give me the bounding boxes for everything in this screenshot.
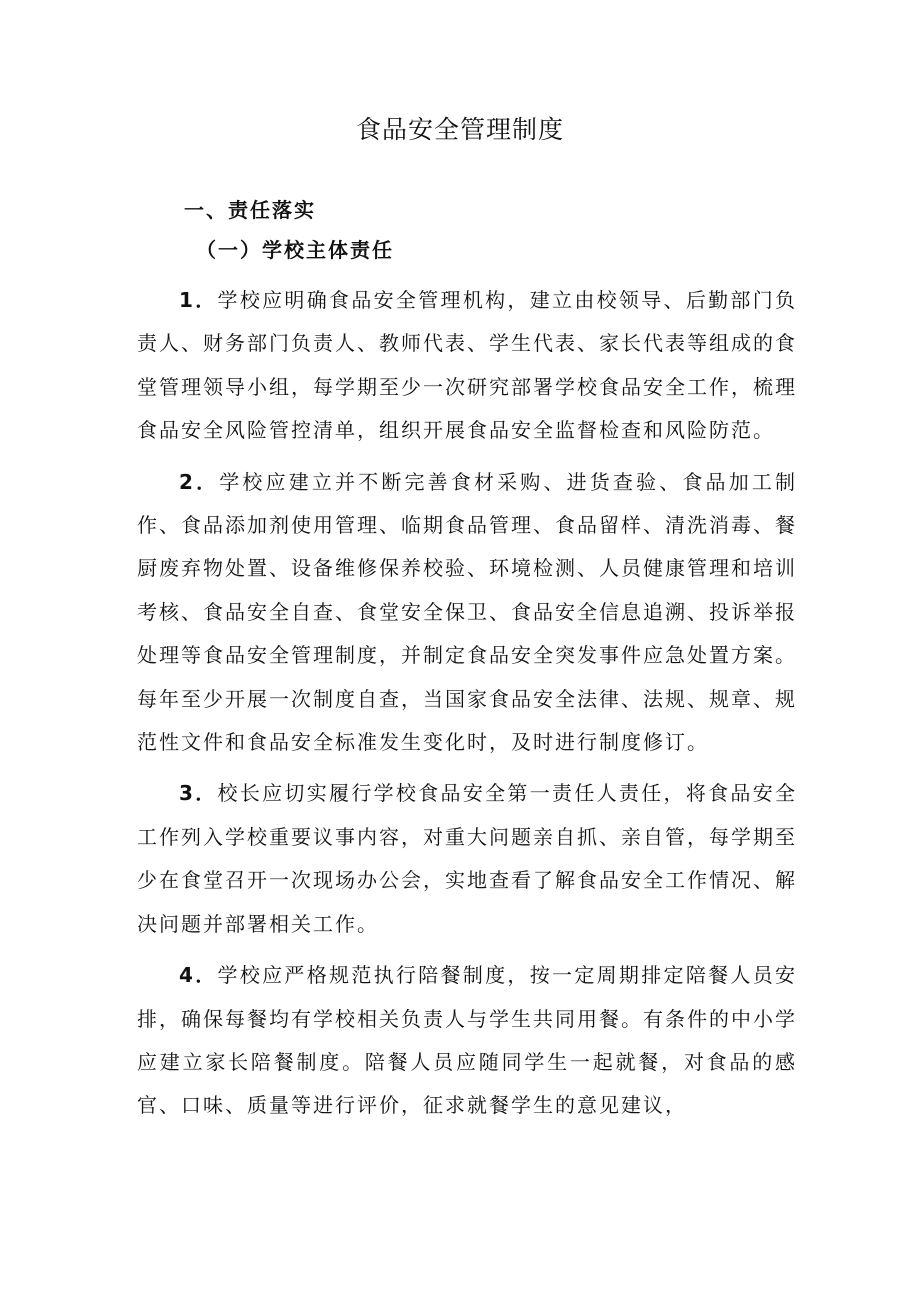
paragraph-number-dot: ． (194, 781, 218, 806)
paragraph-text: 学校应严格规范执行陪餐制度，按一定周期排定陪餐人员安排，确保每餐均有学校相关负责人与学生共同用餐。有条件的中小学应建立家长陪餐制度。陪餐人员应随同学生一起就餐，对食品的感官、口味、质量等进行评价，征求就餐学生的意见建议， (137, 963, 798, 1118)
paragraph-number: 2 (179, 469, 195, 494)
paragraph-number-dot: ． (194, 288, 218, 312)
subsection-heading: （一）学校主体责任 (196, 238, 394, 262)
paragraph-number: 4 (179, 963, 195, 988)
paragraph-number-dot: ． (194, 469, 220, 494)
section-heading: 一、责任落实 (184, 198, 316, 222)
paragraph-2 (137, 461, 797, 765)
paragraph-3 (137, 772, 797, 946)
document-title: 食品安全管理制度 (355, 115, 564, 144)
paragraph-1 (137, 279, 797, 453)
paragraph-text: 学校应明确食品安全管理机构，建立由校领导、后勤部门负责人、财务部门负责人、教师代表、学生代表、家长代表等组成的食堂管理领导小组，每学期至少一次研究部署学校食品安全工作，梳理食品安全风险管控清单，组织开展食品安全监督检查和风险防范。 (137, 288, 798, 443)
paragraph-text: 学校应建立并不断完善食材采购、进货查验、食品加工制作、食品添加剂使用管理、临期食品管理、食品留样、清洗消毒、餐厨废弃物处置、设备维修保养校验、环境检测、人员健康管理和培训考核、食品安全自查、食堂安全保卫、食品安全信息追溯、投诉举报处理等食品安全管理制度，并制定食品安全突发事件应急处置方案。每年至少开展一次制度自查，当国家食品安全法律、法规、规章、规范性文件和食品安全标准发生变化时，及时进行制度修订。 (137, 469, 798, 755)
paragraph-number: 1 (179, 288, 195, 312)
paragraph-number: 3 (179, 781, 195, 806)
paragraph-4 (137, 954, 797, 1128)
body-text (137, 279, 797, 1136)
paragraph-number-dot: ． (194, 963, 218, 988)
paragraph-text: 校长应切实履行学校食品安全第一责任人责任，将食品安全工作列入学校重要议事内容，对重大问题亲自抓、亲自管，每学期至少在食堂召开一次现场办公会，实地查看了解食品安全工作情况、解决问题并部署相关工作。 (137, 781, 798, 936)
